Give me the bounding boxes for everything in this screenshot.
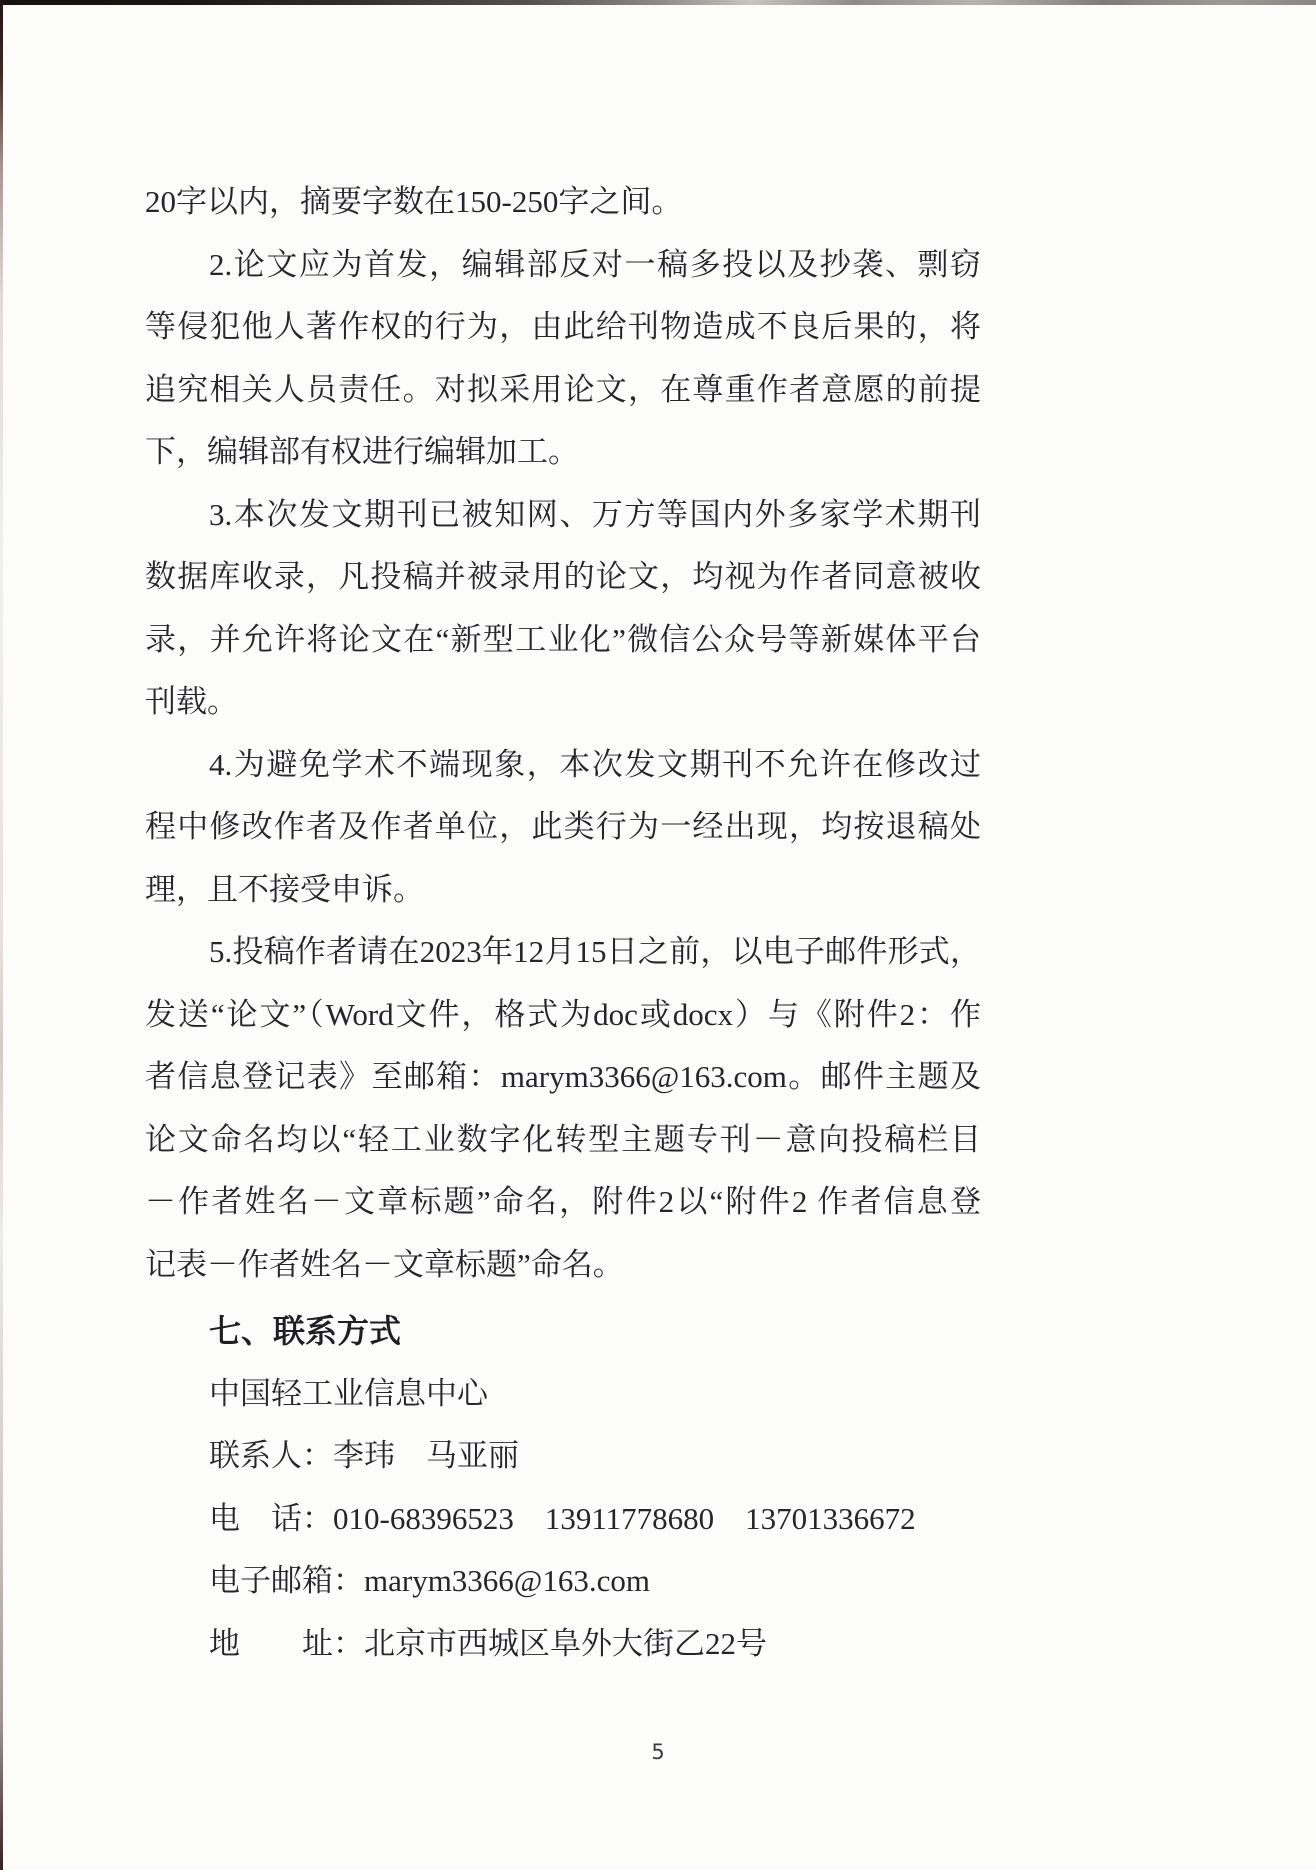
contact-section-heading: 七、联系方式 (209, 1313, 402, 1349)
contact-lines (145, 1363, 981, 1676)
scan-artifact-left-edge (0, 0, 3, 1870)
body-text-line: 3.本次发文期刊已被知网、万方等国内外多家学术期刊 (209, 496, 981, 532)
body-text-line: 论文命名均以“轻工业数字化转型主题专刊－意向投稿栏目 (145, 1121, 981, 1157)
body-text-line: 20字以内，摘要字数在150-250字之间。 (145, 184, 683, 219)
body-text-line: 数据库收录，凡投稿并被录用的论文，均视为作者同意被收 (145, 559, 981, 594)
scan-artifact-top-edge (0, 0, 1316, 5)
body-text-line: 者信息登记表》至邮箱：marym3366@163.com。邮件主题及 (145, 1059, 981, 1094)
body-text-line: 记表－作者姓名－文章标题”命名。 (145, 1246, 624, 1282)
body-text-line: 下，编辑部有权进行编辑加工。 (145, 434, 579, 469)
contact-line: 地 址：北京市西城区阜外大街乙22号 (209, 1625, 767, 1661)
body-text-line: 发送“论文”（Word文件，格式为doc或docx）与《附件2：作 (145, 996, 981, 1032)
document-body (145, 171, 981, 1675)
body-text-line: 等侵犯他人著作权的行为，由此给刊物造成不良后果的，将 (145, 309, 981, 344)
body-text-line: 录，并允许将论文在“新型工业化”微信公众号等新媒体平台 (145, 621, 981, 657)
body-text-line: 理，且不接受申诉。 (145, 871, 424, 907)
contact-line: 联系人：李玮 马亚丽 (209, 1438, 519, 1473)
contact-line: 电 话：010-68396523 13911778680 13701336672 (209, 1500, 916, 1536)
body-text-line: 4.为避免学术不端现象，本次发文期刊不允许在修改过 (209, 746, 981, 782)
page-number: 5 (651, 1740, 665, 1764)
contact-line: 电子邮箱：marym3366@163.com (209, 1563, 650, 1598)
contact-line: 中国轻工业信息中心 (209, 1375, 488, 1411)
body-text-line: 5.投稿作者请在2023年12月15日之前，以电子邮件形式， (209, 934, 981, 969)
body-text-line: 追究相关人员责任。对拟采用论文，在尊重作者意愿的前提 (145, 371, 981, 407)
body-text-line: 2.论文应为首发，编辑部反对一稿多投以及抄袭、剽窃 (209, 246, 981, 282)
body-text-line: 程中修改作者及作者单位，此类行为一经出现，均按退稿处 (145, 809, 981, 844)
body-paragraph-lines (145, 171, 981, 1296)
page-footer (0, 1740, 1316, 1764)
body-text-line: 刊载。 (145, 684, 238, 719)
body-text-line: －作者姓名－文章标题”命名，附件2以“附件2 作者信息登 (145, 1184, 981, 1219)
